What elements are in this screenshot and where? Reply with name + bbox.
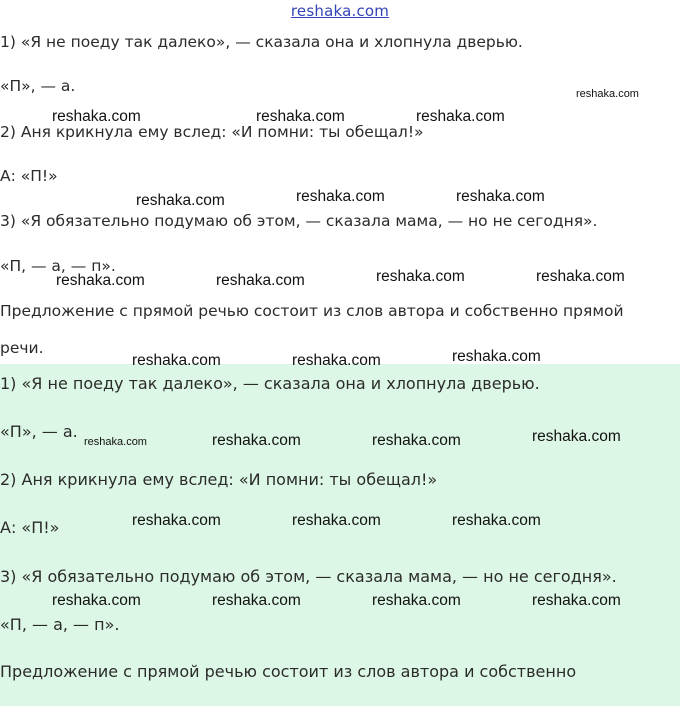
answer-line-4: А: «П!» bbox=[0, 518, 60, 537]
answer-line-6: «П, — а, — п». bbox=[0, 615, 120, 634]
watermark: reshaka.com bbox=[56, 272, 145, 289]
watermark: reshaka.com bbox=[52, 108, 141, 125]
watermark: reshaka.com bbox=[132, 352, 221, 369]
answer-line-1: 1) «Я не поеду так далеко», — сказала она и хлопнула дверью. bbox=[0, 374, 540, 393]
watermark: reshaka.com bbox=[376, 268, 465, 285]
watermark: reshaka.com bbox=[212, 592, 301, 609]
answer-panel bbox=[0, 364, 680, 706]
watermark: reshaka.com bbox=[536, 268, 625, 285]
watermark: reshaka.com bbox=[136, 192, 225, 209]
answer-line-7: Предложение с прямой речью состоит из слов автора и собственно bbox=[0, 662, 577, 681]
watermark: reshaka.com bbox=[456, 188, 545, 205]
text-line-4: А: «П!» bbox=[0, 167, 58, 185]
watermark: reshaka.com bbox=[532, 592, 621, 609]
text-line-1: 1) «Я не поеду так далеко», — сказала она и хлопнула дверью. bbox=[0, 33, 523, 51]
text-line-2: «П», — а. bbox=[0, 77, 76, 95]
watermark: reshaka.com bbox=[296, 188, 385, 205]
text-line-8: речи. bbox=[0, 339, 44, 357]
watermark: reshaka.com bbox=[132, 512, 221, 529]
watermark: reshaka.com bbox=[292, 512, 381, 529]
site-logo-link[interactable]: reshaka.com bbox=[290, 2, 390, 20]
answer-line-2: «П», — а. bbox=[0, 422, 78, 441]
text-line-3: 2) Аня крикнула ему вслед: «И помни: ты обещал!» bbox=[0, 123, 424, 141]
text-line-7: Предложение с прямой речью состоит из слов автора и собственно прямой bbox=[0, 302, 624, 320]
text-line-5: 3) «Я обязательно подумаю об этом, — сказала мама, — но не сегодня». bbox=[0, 212, 598, 230]
text-line-6: «П, — а, — п». bbox=[0, 257, 116, 275]
watermark: reshaka.com bbox=[52, 592, 141, 609]
watermark: reshaka.com bbox=[372, 432, 461, 449]
answer-line-3: 2) Аня крикнула ему вслед: «И помни: ты обещал!» bbox=[0, 470, 438, 489]
watermark: reshaka.com bbox=[212, 432, 301, 449]
watermark: reshaka.com bbox=[416, 108, 505, 125]
watermark: reshaka.com bbox=[256, 108, 345, 125]
watermark: reshaka.com bbox=[532, 428, 621, 445]
watermark: reshaka.com bbox=[372, 592, 461, 609]
watermark: reshaka.com bbox=[292, 352, 381, 369]
watermark: reshaka.com bbox=[84, 436, 147, 448]
watermark: reshaka.com bbox=[216, 272, 305, 289]
watermark: reshaka.com bbox=[452, 348, 541, 365]
answer-line-5: 3) «Я обязательно подумаю об этом, — сказала мама, — но не сегодня». bbox=[0, 567, 617, 586]
watermark: reshaka.com bbox=[576, 88, 639, 100]
watermark: reshaka.com bbox=[452, 512, 541, 529]
